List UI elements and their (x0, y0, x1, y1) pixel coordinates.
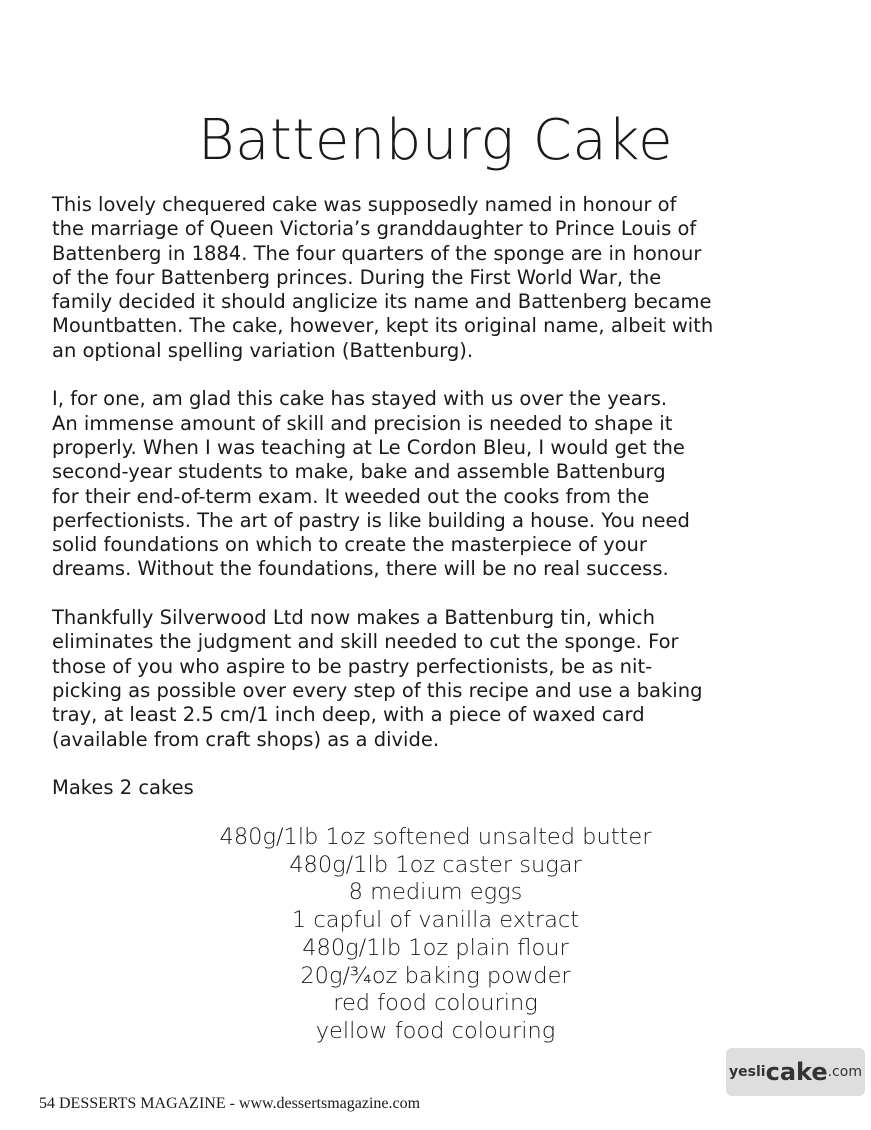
text-line: family decided it should anglicize its name and Battenberg became (52, 290, 712, 314)
article-body (52, 193, 822, 800)
text-line: an optional spelling variation (Battenburg). (52, 338, 474, 362)
page-footer: 54 DESSERTS MAGAZINE - www.dessertsmagazine.com (39, 1095, 421, 1112)
ingredient-item: yellow food colouring (315, 1017, 556, 1044)
ingredient-item: 480g/1lb 1oz softened unsalted butter (219, 824, 652, 850)
ingredient-item: 8 medium eggs (348, 879, 523, 906)
text-line: solid foundations on which to create the masterpiece of your (52, 533, 647, 557)
recipe-yield: Makes 2 cakes (52, 776, 194, 800)
page-title: Battenburg Cake (197, 108, 674, 173)
ingredient-item: 480g/1lb 1oz plain flour (302, 934, 569, 961)
ingredient-list (0, 824, 871, 1046)
paragraph-personal (52, 387, 822, 581)
text-line: those of you who aspire to be pastry perfectionists, be as nit- (52, 654, 653, 678)
text-line: I, for one, am glad this cake has stayed with us over the years. (52, 387, 668, 411)
text-line: Mountbatten. The cake, however, kept its original name, albeit with (52, 314, 714, 338)
text-line: picking as possible over every step of this recipe and use a baking (52, 678, 703, 702)
watermark-logo: yesli cake .com (726, 1048, 865, 1096)
text-line: An immense amount of skill and precision is needed to shape it (52, 411, 673, 435)
text-line: tray, at least 2.5 cm/1 inch deep, with a piece of waxed card (52, 703, 645, 727)
text-line: dreams. Without the foundations, there will be no real success. (52, 557, 669, 581)
text-line: of the four Battenberg princes. During the First World War, the (52, 265, 662, 289)
ingredient-item: 1 capful of vanilla extract (291, 907, 580, 934)
text-line: This lovely chequered cake was supposedly named in honour of (52, 193, 677, 216)
paragraph-history (52, 193, 822, 363)
ingredient-item: 20g/¾oz baking powder (300, 962, 571, 989)
ingredient-item: 480g/1lb 1oz caster sugar (289, 851, 582, 878)
paragraph-tin (52, 606, 822, 752)
text-line: the marriage of Queen Victoria’s granddaughter to Prince Louis of (52, 217, 697, 241)
text-line: for their end-of-term exam. It weeded out the cooks from the (52, 484, 650, 508)
text-line: Thankfully Silverwood Ltd now makes a Battenburg tin, which (52, 606, 655, 630)
text-line: eliminates the judgment and skill needed to cut the sponge. For (52, 630, 679, 654)
text-line: (available from craft shops) as a divide. (52, 727, 440, 751)
text-line: perfectionists. The art of pastry is like building a house. You need (52, 508, 690, 532)
text-line: properly. When I was teaching at Le Cordon Bleu, I would get the (52, 435, 685, 459)
text-line: Battenberg in 1884. The four quarters of the sponge are in honour (52, 241, 702, 265)
ingredient-item: red food colouring (333, 990, 538, 1017)
text-line: second-year students to make, bake and assemble Battenburg (52, 460, 666, 484)
